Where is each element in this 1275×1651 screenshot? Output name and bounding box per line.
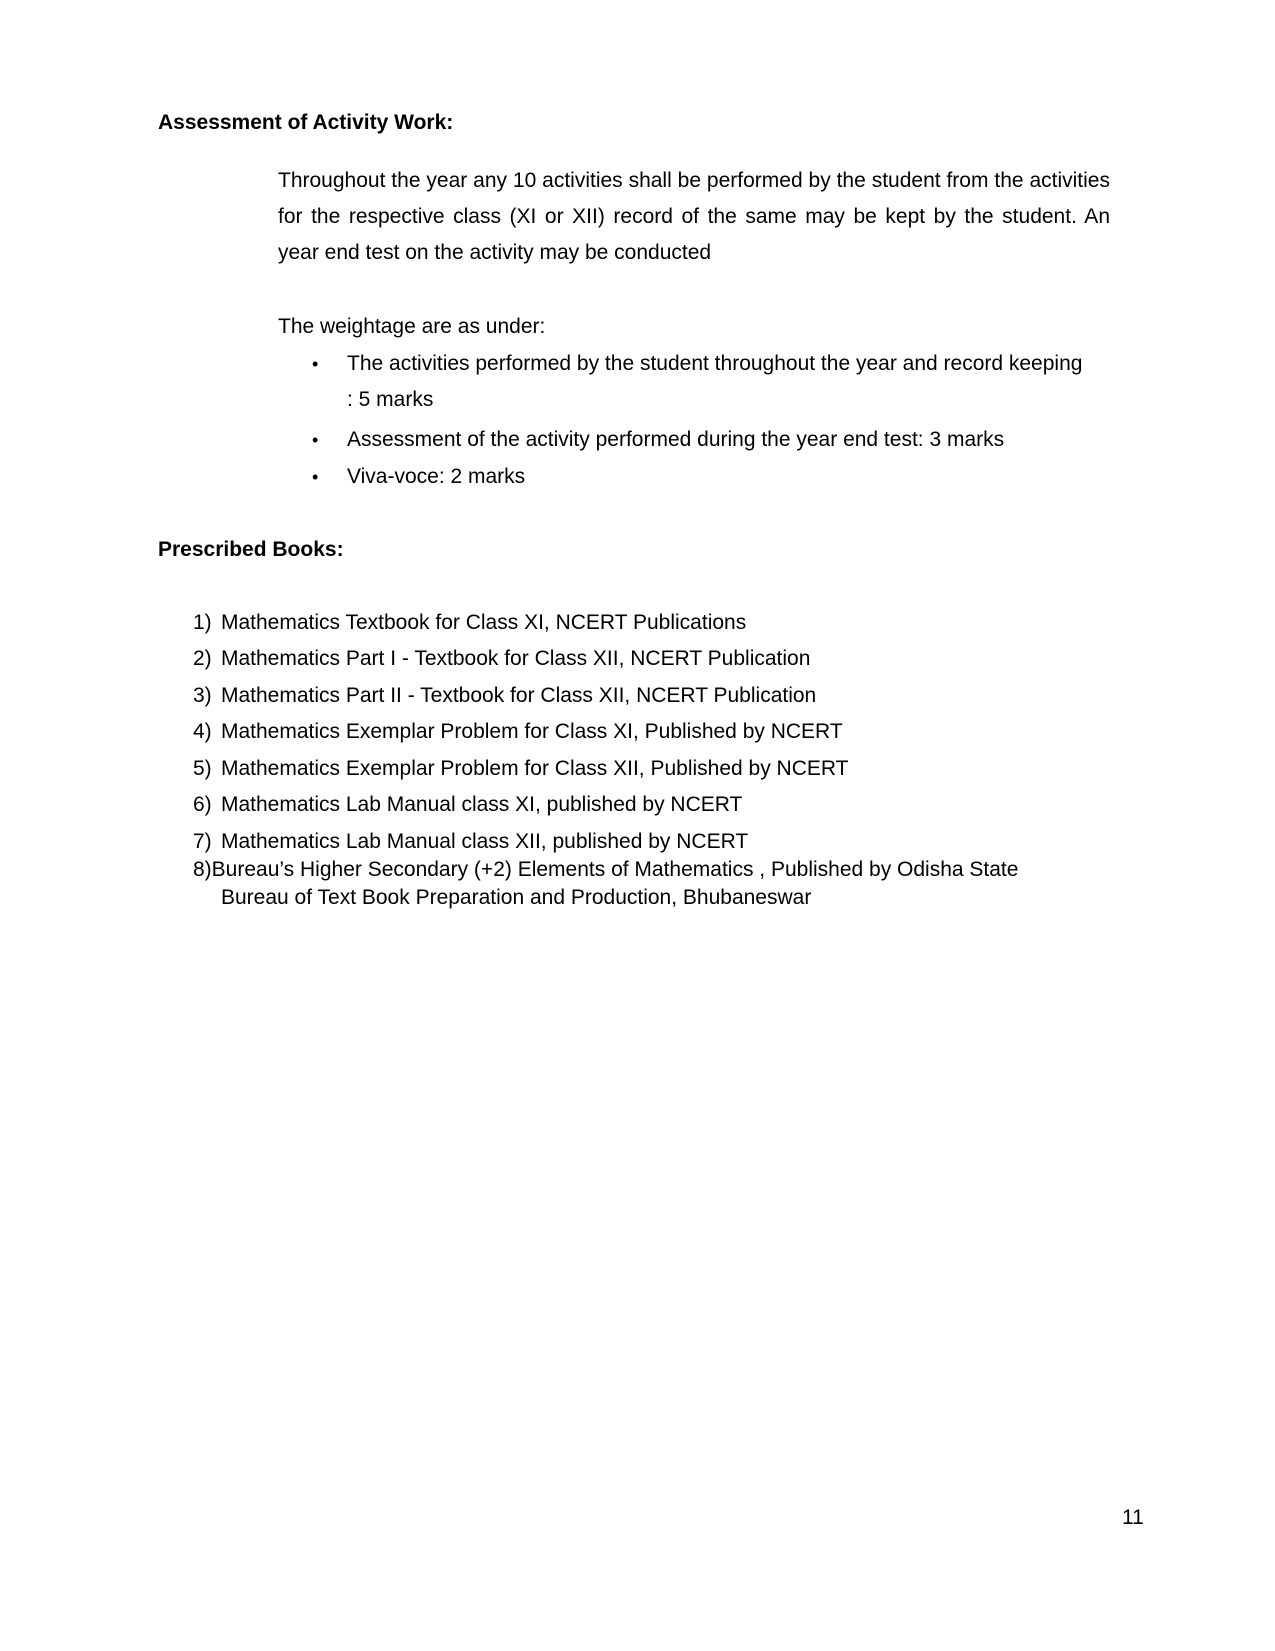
- weightage-item-text: The activities performed by the student throughout the year and record keeping: [347, 352, 1083, 375]
- weightage-item-text: Viva-voce: 2 marks: [347, 465, 526, 488]
- assessment-heading: Assessment of Activity Work:: [158, 111, 454, 134]
- list-item-number: 5): [193, 757, 212, 780]
- page-number: 11: [1122, 1506, 1144, 1529]
- list-item-number: 7): [193, 830, 212, 853]
- list-item-text: Mathematics Lab Manual class XII, published by NCERT: [221, 830, 749, 853]
- list-item-text: 8)Bureau’s Higher Secondary (+2) Elements of Mathematics , Published by Odisha State: [193, 858, 1019, 881]
- list-item-number: 3): [193, 684, 212, 707]
- list-item-number: 4): [193, 720, 212, 743]
- list-item-text: Mathematics Lab Manual class XI, published by NCERT: [221, 793, 743, 816]
- list-item-text-cont: Bureau of Text Book Preparation and Production, Bhubaneswar: [221, 886, 812, 909]
- bullet-icon: •: [312, 467, 319, 487]
- list-item-text: Mathematics Exemplar Problem for Class XI, Published by NCERT: [221, 720, 843, 743]
- weightage-item-text-cont: : 5 marks: [347, 388, 434, 411]
- assessment-para-line-2: for the respective class (XI or XII) record of the same may be kept by the student. An: [278, 205, 1110, 228]
- weightage-intro: The weightage are as under:: [278, 315, 546, 338]
- books-heading: Prescribed Books:: [158, 538, 344, 561]
- list-item-text: Mathematics Part I - Textbook for Class XII, NCERT Publication: [221, 647, 811, 670]
- weightage-item-text: Assessment of the activity performed during the year end test: 3 marks: [347, 428, 1005, 451]
- list-item-number: 6): [193, 793, 212, 816]
- list-item-text: Mathematics Part II - Textbook for Class XII, NCERT Publication: [221, 684, 817, 707]
- assessment-para-line-1: Throughout the year any 10 activities shall be performed by the student from the activities: [278, 169, 1110, 192]
- list-item-number: 1): [193, 611, 212, 634]
- list-item-text: Mathematics Exemplar Problem for Class XII, Published by NCERT: [221, 757, 849, 780]
- bullet-icon: •: [312, 430, 319, 450]
- bullet-icon: •: [312, 354, 319, 374]
- list-item-number: 2): [193, 647, 212, 670]
- list-item-text: Mathematics Textbook for Class XI, NCERT Publications: [221, 611, 747, 634]
- assessment-para-line-3: year end test on the activity may be conducted: [278, 241, 712, 264]
